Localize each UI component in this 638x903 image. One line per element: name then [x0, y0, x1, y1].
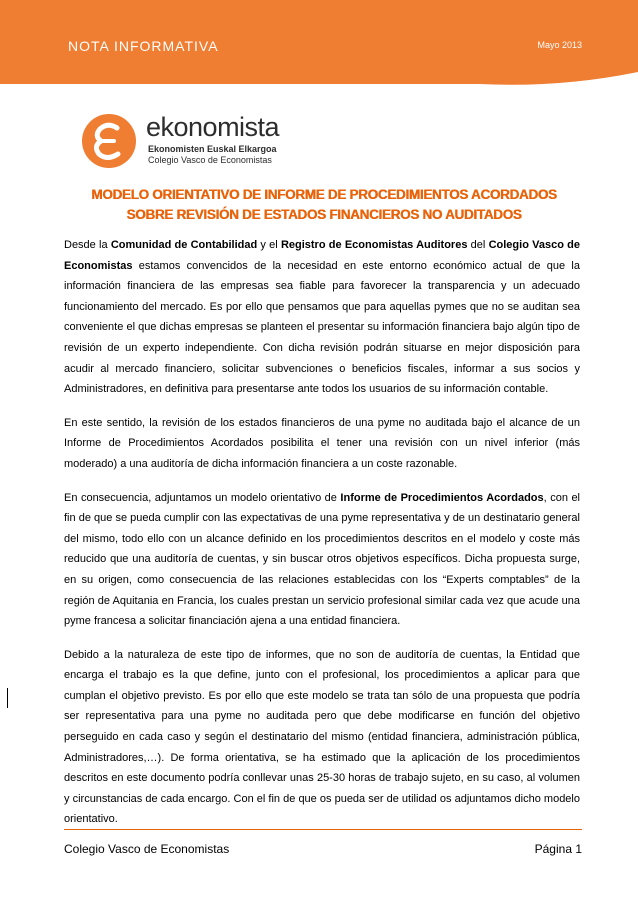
document-title: [64, 185, 584, 225]
ekonomista-logo-icon: [80, 112, 138, 170]
paragraph-1: [64, 235, 580, 400]
logo-name: ekonomista: [146, 112, 280, 142]
p1-bold-colegio: Colegio Vasco de Economistas: [64, 239, 580, 272]
ekonomista-logo: [80, 112, 320, 172]
header-date: Mayo 2013: [537, 40, 582, 50]
p1-text-c: y el: [257, 239, 281, 251]
footer-page-number: Página 1: [534, 842, 582, 856]
logo-subtitle-spanish: Colegio Vasco de Economistas: [148, 155, 272, 165]
document-title-line-2: SOBRE REVISIÓN DE ESTADOS FINANCIEROS NO AUDITADOS: [126, 207, 522, 222]
paragraph-2: En este sentido, la revisión de los estados financieros de una pyme no auditada bajo el alcance de un Informe de Procedimientos Acordados posibilita el tener una revisión con un nivel inferior (más moderado) a una auditoría de dicha información financiera a un coste razonable.: [64, 416, 580, 470]
p1-text-g: estamos convencidos de la necesidad en este entorno económico actual de que la información financiera de las empresas sea fiable para favorecer la transparencia y un adecuado funcionamiento del mercado. Es por ello que pensamos que para aquellas pymes que no se auditan sea conveniente el que dichas empresas se planteen el presentar su información financiera bajo algún tipo de revisión de un experto independiente. Con dicha revisión podrán situarse en mejor disposición para acudir al mercado financiero, solicitar subvenciones o beneficios fiscales, informar a sus socios y Administradores, en definitiva para presentarse ante todos los usuarios de su información contable.: [64, 259, 580, 396]
p1-text-a: Desde la: [64, 239, 111, 251]
p3-bold-informe: Informe de Procedimientos Acordados: [340, 491, 544, 504]
header-title: NOTA INFORMATIVA: [68, 38, 219, 54]
p3-text-a: En consecuencia, adjuntamos un modelo orientativo de: [64, 491, 341, 504]
footer-rule: [64, 829, 582, 830]
margin-mark: [7, 688, 8, 708]
footer-organization: Colegio Vasco de Economistas: [64, 842, 230, 856]
p1-bold-comunidad: Comunidad de Contabilidad: [110, 239, 258, 251]
paragraph-4: Debido a la naturaleza de este tipo de informes, que no son de auditoría de cuentas, la Entidad que encarga el trabajo es la que define, junto con el profesional, los procedimientos a aplicar para que cumplan el objetivo previsto. Es por ello que este modelo se trata tan sólo de una propuesta que podría ser representativa para una pyme no auditada pero que debe modificarse en función del objetivo perseguido en cada caso y según el destinatario del mismo (entidad financiera, administración pública, Administradores,…). De forma orientativa, se ha estimado que la aplicación de los procedimientos descritos en este documento podría conllevar unas 25-30 horas de trabajo sujeto, en su caso, al volumen y circunstancias de cada encargo. Con el fin de que os pueda ser de utilidad os adjuntamos dicho modelo orientativo.: [64, 648, 580, 826]
p1-bold-registro: Registro de Economistas Auditores: [280, 239, 468, 251]
document-body: [64, 235, 580, 843]
logo-subtitle-basque: Ekonomisten Euskal Elkargoa: [148, 144, 277, 154]
p3-text-c: , con el fin de que se pueda cumplir con las expectativas de una pyme representativa y de un destinatario general del mismo, todo ello con un alcance definido en los procedimientos descritos en el modelo y coste más reducido que una auditoría de cuentas, y sin buscar otros objetivos específicos. Dicha propuesta surge, en su origen, como consecuencia de las relaciones establecidas con los “Experts comptables” de la región de Aquitania en Francia, los cuales prestan un servicio profesional similar cada vez que acude una pyme francesa a solicitar financiación ajena a una entidad financiera.: [64, 491, 580, 628]
p1-text-e: del: [467, 239, 489, 251]
document-title-line-1: MODELO ORIENTATIVO DE INFORME DE PROCEDIMIENTOS ACORDADOS: [91, 187, 557, 202]
paragraph-3: [64, 488, 580, 632]
